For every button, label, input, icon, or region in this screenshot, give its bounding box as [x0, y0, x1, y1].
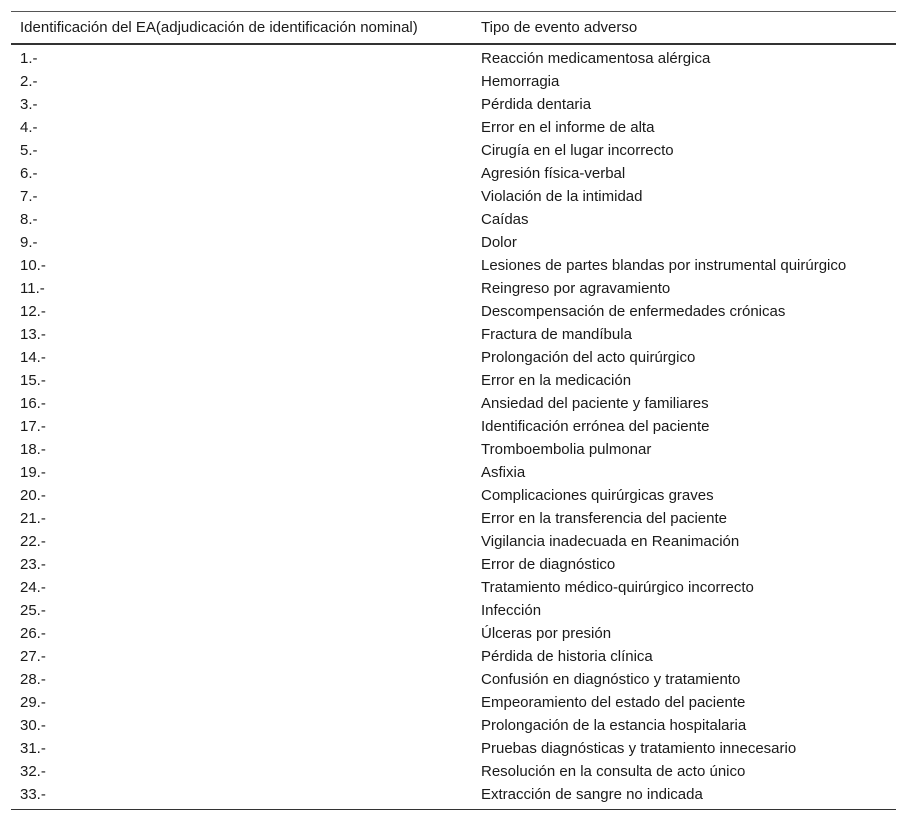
table-row [11, 208, 896, 231]
table-row [11, 162, 896, 185]
event-id-cell: 13.- [20, 326, 46, 343]
event-id-cell: 4.- [20, 119, 38, 136]
event-type-cell: Dolor [481, 234, 517, 251]
event-type-cell: Error en la medicación [481, 372, 632, 389]
table-row [11, 300, 896, 323]
event-id-cell: 11.- [20, 280, 45, 297]
event-id-cell: 19.- [20, 464, 46, 481]
event-type-cell: Vigilancia inadecuada en Reanimación [481, 533, 740, 550]
table-row [11, 461, 896, 484]
table-row [11, 415, 896, 438]
event-type-cell: Descompensación de enfermedades crónicas [481, 303, 786, 320]
event-type-cell: Extracción de sangre no indicada [481, 786, 703, 803]
header-type: Tipo de evento adverso [481, 19, 638, 36]
event-type-cell: Prolongación de la estancia hospitalaria [481, 717, 747, 734]
event-id-cell: 32.- [20, 763, 46, 780]
event-id-cell: 8.- [20, 211, 38, 228]
event-id-cell: 7.- [20, 188, 38, 205]
header-id: Identificación del EA(adjudicación de identificación nominal) [20, 19, 418, 36]
event-id-cell: 14.- [20, 349, 46, 366]
event-id-cell: 1.- [20, 50, 38, 67]
event-type-cell: Pérdida de historia clínica [481, 648, 653, 665]
event-id-cell: 15.- [20, 372, 46, 389]
table-row [11, 185, 896, 208]
table-row [11, 277, 896, 300]
event-type-cell: Reacción medicamentosa alérgica [481, 50, 711, 67]
event-type-cell: Complicaciones quirúrgicas graves [481, 487, 714, 504]
event-id-cell: 3.- [20, 96, 38, 113]
event-id-cell: 23.- [20, 556, 46, 573]
event-id-cell: 28.- [20, 671, 46, 688]
table-row [11, 783, 896, 810]
event-type-cell: Violación de la intimidad [481, 188, 643, 205]
event-type-cell: Pérdida dentaria [481, 96, 592, 113]
event-id-cell: 31.- [20, 740, 46, 757]
event-type-cell: Reingreso por agravamiento [481, 280, 671, 297]
table-row [11, 599, 896, 622]
table-row [11, 576, 896, 599]
table-row [11, 116, 896, 139]
table-body [11, 44, 896, 810]
event-type-cell: Error en el informe de alta [481, 119, 655, 136]
event-id-cell: 18.- [20, 441, 46, 458]
event-type-cell: Identificación errónea del paciente [481, 418, 710, 435]
event-type-cell: Cirugía en el lugar incorrecto [481, 142, 674, 159]
event-type-cell: Lesiones de partes blandas por instrumental quirúrgico [481, 257, 847, 274]
event-id-cell: 21.- [20, 510, 46, 527]
event-id-cell: 10.- [20, 257, 46, 274]
event-id-cell: 12.- [20, 303, 46, 320]
event-type-cell: Tromboembolia pulmonar [481, 441, 652, 458]
event-type-cell: Pruebas diagnósticas y tratamiento innecesario [481, 740, 797, 757]
event-type-cell: Error de diagnóstico [481, 556, 616, 573]
event-id-cell: 33.- [20, 786, 46, 803]
event-id-cell: 22.- [20, 533, 46, 550]
table-row [11, 139, 896, 162]
event-id-cell: 6.- [20, 165, 38, 182]
table-row [11, 346, 896, 369]
event-id-cell: 25.- [20, 602, 46, 619]
event-type-cell: Hemorragia [481, 73, 560, 90]
table-row [11, 668, 896, 691]
event-id-cell: 24.- [20, 579, 46, 596]
event-type-cell: Resolución en la consulta de acto único [481, 763, 746, 780]
event-id-cell: 5.- [20, 142, 38, 159]
event-type-cell: Error en la transferencia del paciente [481, 510, 727, 527]
table-row [11, 70, 896, 93]
event-type-cell: Tratamiento médico-quirúrgico incorrecto [481, 579, 754, 596]
table-row [11, 507, 896, 530]
event-type-cell: Agresión física-verbal [481, 165, 626, 182]
table-row [11, 231, 896, 254]
event-id-cell: 27.- [20, 648, 46, 665]
adverse-events-table-container [11, 11, 896, 810]
table-row [11, 737, 896, 760]
event-type-cell: Infección [481, 602, 542, 619]
table-row [11, 691, 896, 714]
table-row [11, 93, 896, 116]
adverse-events-table [11, 11, 896, 810]
event-id-cell: 20.- [20, 487, 46, 504]
table-row [11, 760, 896, 783]
table-row [11, 323, 896, 346]
event-type-cell: Asfixia [481, 464, 526, 481]
event-id-cell: 2.- [20, 73, 38, 90]
table-row [11, 254, 896, 277]
event-id-cell: 26.- [20, 625, 46, 642]
table-row [11, 553, 896, 576]
event-id-cell: 9.- [20, 234, 38, 251]
table-row [11, 714, 896, 737]
event-type-cell: Confusión en diagnóstico y tratamiento [481, 671, 741, 688]
event-type-cell: Empeoramiento del estado del paciente [481, 694, 746, 711]
table-row [11, 484, 896, 507]
table-row [11, 369, 896, 392]
table-row [11, 438, 896, 461]
table-header [11, 12, 896, 45]
table-row [11, 645, 896, 668]
header-row [11, 12, 896, 45]
event-type-cell: Ansiedad del paciente y familiares [481, 395, 709, 412]
event-type-cell: Caídas [481, 211, 529, 228]
table-row [11, 622, 896, 645]
event-id-cell: 16.- [20, 395, 46, 412]
event-type-cell: Prolongación del acto quirúrgico [481, 349, 696, 366]
event-type-cell: Fractura de mandíbula [481, 326, 632, 343]
table-row [11, 44, 896, 70]
event-id-cell: 30.- [20, 717, 46, 734]
event-id-cell: 17.- [20, 418, 46, 435]
event-type-cell: Úlceras por presión [481, 625, 612, 642]
table-row [11, 530, 896, 553]
table-row [11, 392, 896, 415]
event-id-cell: 29.- [20, 694, 46, 711]
